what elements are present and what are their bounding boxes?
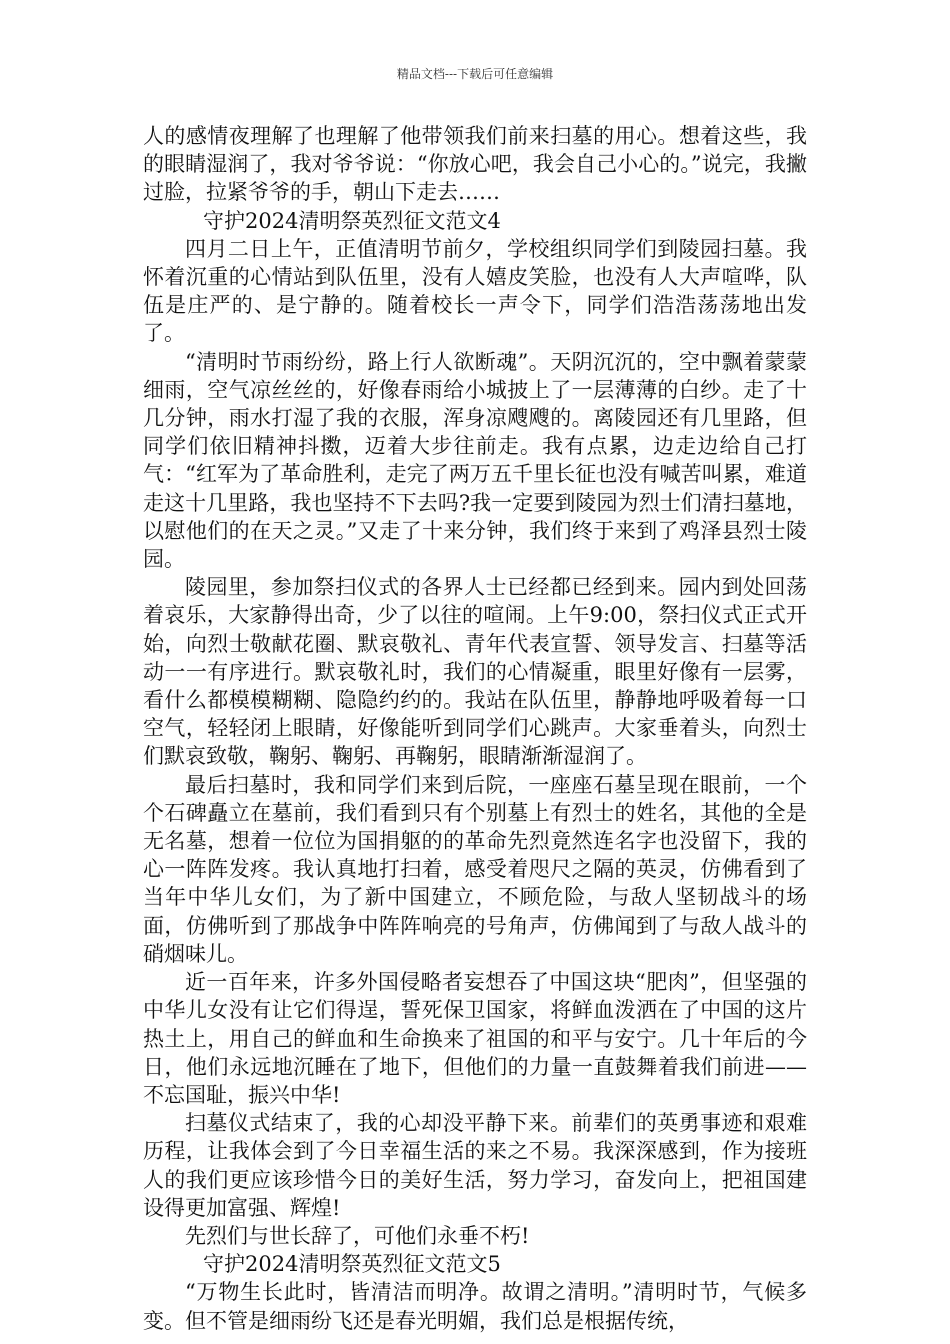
section-heading-4: 守护2024清明祭英烈征文范文4: [203, 208, 501, 233]
paragraph: 近一百年来，许多外国侵略者妄想吞了中国这块“肥肉”，但坚强的中华儿女没有让它们得逞，誓死保卫国家，将鲜血泼洒在了中国的这片热土上，用自己的鲜血和生命换来了祖国的和平与安宁。几十年后的今日，他们永远地沉睡在了地下，但他们的力量一直鼓舞着我们前进——不忘国耻，振兴中华!: [143, 970, 807, 1107]
paragraph: “万物生长此时，皆清洁而明净。故谓之清明。”清明时节，气候多变。但不管是细雨纷飞还是春光明媚，我们总是根据传统，: [143, 1280, 807, 1333]
paragraph: 最后扫墓时，我和同学们来到后院，一座座石墓呈现在眼前，一个个石碑矗立在墓前，我们看到只有个别墓上有烈士的姓名，其他的全是无名墓，想着一位位为国捐躯的的革命先烈竟然连名字也没留下，我的心一阵阵发疼。我认真地打扫着，感受着咫尺之隔的英灵，仿佛看到了当年中华儿女们，为了新中国建立，不顾危险，与敌人坚韧战斗的场面，仿佛听到了那战争中阵阵响亮的号角声，仿佛闻到了与敌人战斗的硝烟味儿。: [143, 772, 807, 966]
paragraph-continuation: 人的感情夜理解了也理解了他带领我们前来扫墓的用心。想着这些，我的眼睛湿润了，我对爷爷说：“你放心吧，我会自己小心的。”说完，我撇过脸，拉紧爷爷的手，朝山下走去……: [143, 124, 807, 205]
paragraph: 陵园里，参加祭扫仪式的各界人士已经都已经到来。园内到处回荡着哀乐，大家静得出奇，少了以往的喧闹。上午9:00，祭扫仪式正式开始，向烈士敬献花圈、默哀敬礼、青年代表宣誓、领导发言、扫墓等活动一一有序进行。默哀敬礼时，我们的心情凝重，眼里好像有一层雾，看什么都模模糊糊、隐隐约约的。我站在队伍里，静静地呼吸着每一口空气，轻轻闭上眼睛，好像能听到同学们心跳声。大家垂着头，向烈士们默哀致敬，鞠躬、鞠躬、再鞠躬，眼睛渐渐湿润了。: [143, 575, 807, 769]
section-heading-5: 守护2024清明祭英烈征文范文5: [203, 1252, 501, 1277]
paragraph: 四月二日上午，正值清明节前夕，学校组织同学们到陵园扫墓。我怀着沉重的心情站到队伍里，没有人嬉皮笑脸，也没有人大声喧哗，队伍是庄严的、是宁静的。随着校长一声令下，同学们浩浩荡荡地出发了。: [143, 236, 807, 346]
document-body: [143, 122, 807, 1335]
paragraph: 扫墓仪式结束了，我的心却没平静下来。前辈们的英勇事迹和艰难历程，让我体会到了今日幸福生活的来之不易。我深深感到，作为接班人的我们更应该珍惜今日的美好生活，努力学习，奋发向上，把祖国建设得更加富强、辉煌!: [143, 1111, 807, 1220]
page-header: 精品文档---下载后可任意编辑: [396, 67, 554, 81]
paragraph: “清明时节雨纷纷，路上行人欲断魂”。天阴沉沉的，空中飘着蒙蒙细雨，空气凉丝丝的，好像春雨给小城披上了一层薄薄的白纱。走了十几分钟，雨水打湿了我的衣服，浑身凉飕飕的。离陵园还有几里路，但同学们依旧精神抖擞，迈着大步往前走。我有点累，边走边给自己打气：“红军为了革命胜利，走完了两万五千里长征也没有喊苦叫累，难道走这十几里路，我也坚持不下去吗?我一定要到陵园为烈士们清扫墓地，以慰他们的在天之灵。”又走了十来分钟，我们终于来到了鸡泽县烈士陵园。: [143, 349, 807, 572]
paragraph: 先烈们与世长辞了，可他们永垂不朽!: [185, 1223, 530, 1248]
